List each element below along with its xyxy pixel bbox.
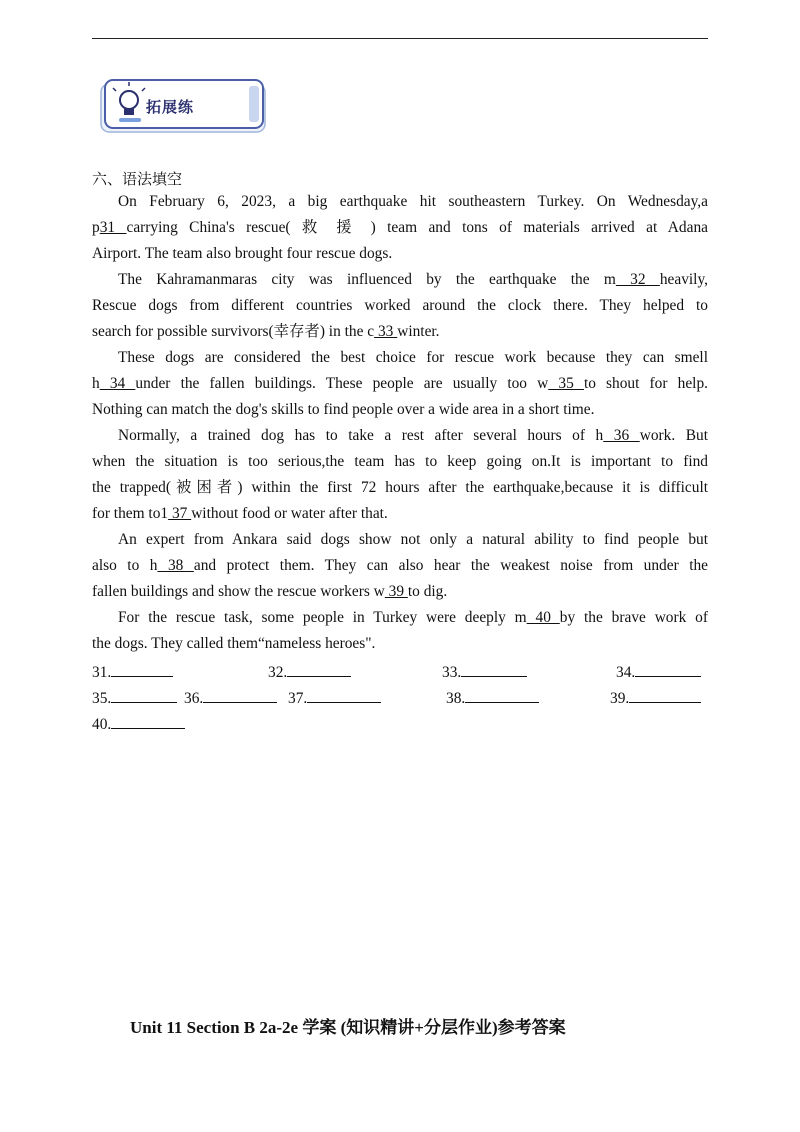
passage-line: For the rescue task, some people in Turkey were deeply m 40 by the brave work of xyxy=(118,609,708,626)
blank-39: 39 xyxy=(384,583,408,600)
section-title: 六、语法填空 xyxy=(92,170,183,188)
answer-slot[interactable]: 32. xyxy=(268,662,351,682)
blank-37: 37 xyxy=(168,505,192,522)
answer-slot[interactable]: 40. xyxy=(92,714,185,734)
blank-32: 32 xyxy=(615,271,660,288)
answer-slot[interactable]: 36. xyxy=(184,688,277,708)
top-rule xyxy=(92,38,708,39)
badge-label: 拓展练 xyxy=(146,98,195,116)
passage-line: The Kahramanmaras city was influenced by the earthquake the m 32 heavily, xyxy=(118,271,708,288)
passage-line: also to h 38 and protect them. They can also hear the weakest noise from under the xyxy=(92,557,709,574)
answer-slot[interactable]: 33. xyxy=(442,662,527,682)
passage-line: for them to1 37 without food or water after that. xyxy=(92,505,388,522)
passage-line: when the situation is too serious,the team has to keep going on.It is important to find xyxy=(92,453,708,470)
passage-line: the dogs. They called them“nameless heroes". xyxy=(92,635,376,652)
passage-line: fallen buildings and show the rescue workers w 39 to dig. xyxy=(92,583,448,600)
passage-line: Rescue dogs from different countries worked around the clock there. They helped to xyxy=(92,297,708,314)
blank-35: 35 xyxy=(548,375,584,392)
answer-slot[interactable]: 39. xyxy=(610,688,701,708)
answer-slot[interactable]: 37. xyxy=(288,688,381,708)
passage-line: Nothing can match the dog's skills to find people over a wide area in a short time. xyxy=(92,401,595,418)
passage-line: Normally, a trained dog has to take a rest after several hours of h 36 work. But xyxy=(118,427,708,444)
passage-line: These dogs are considered the best choice for rescue work because they can smell xyxy=(118,349,708,366)
blank-40: 40 xyxy=(526,609,560,626)
blank-34: 34 xyxy=(99,375,136,392)
answer-slot[interactable]: 35. xyxy=(92,688,177,708)
passage-line: the trapped(被困者) within the first 72 hours after the earthquake,because it is difficult xyxy=(92,479,708,496)
answer-key-title: Unit 11 Section B 2a-2e 学案 (知识精讲+分层作业)参考答案 xyxy=(130,1018,566,1037)
blank-36: 36 xyxy=(603,427,640,444)
blank-33: 33 xyxy=(374,323,398,340)
passage-line: Airport. The team also brought four rescue dogs. xyxy=(92,245,393,262)
blank-31: 31 xyxy=(99,219,127,236)
passage-line: search for possible survivors(幸存者) in the c 33 winter. xyxy=(92,323,440,340)
passage-line: h 34 under the fallen buildings. These people are usually too w 35 to shout for help. xyxy=(92,375,708,392)
answer-slot[interactable]: 38. xyxy=(446,688,539,708)
blank-38: 38 xyxy=(157,557,194,574)
passage-line: p31 carrying China's rescue( 救 援 ) team and tons of materials arrived at Adana xyxy=(92,219,708,236)
answer-slot[interactable]: 31. xyxy=(92,662,173,682)
passage-line: On February 6, 2023, a big earthquake hit southeastern Turkey. On Wednesday,a xyxy=(118,193,708,210)
passage-line: An expert from Ankara said dogs show not only a natural ability to find people but xyxy=(118,531,708,548)
answer-slot[interactable]: 34. xyxy=(616,662,701,682)
